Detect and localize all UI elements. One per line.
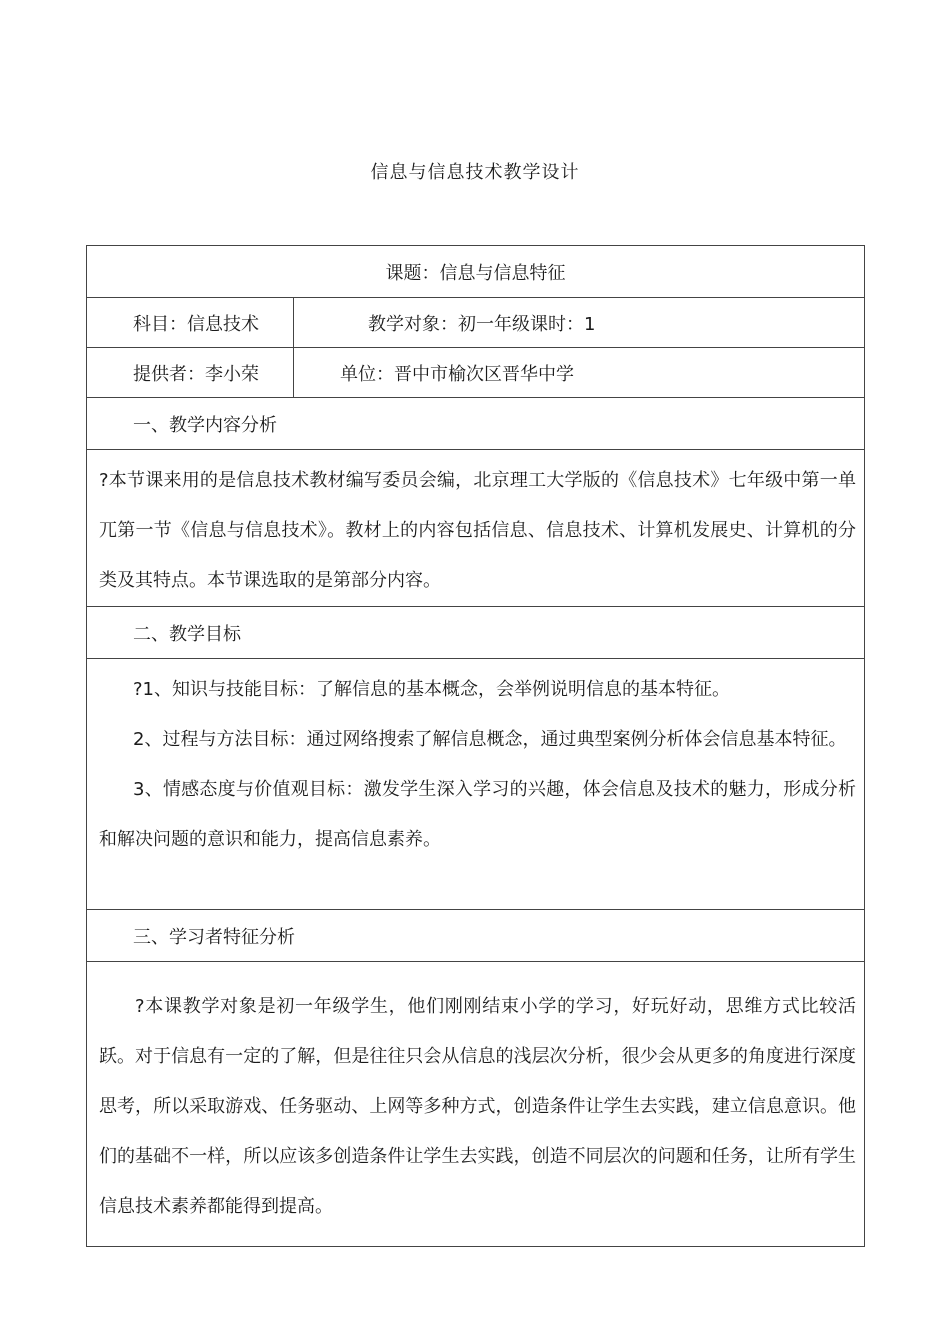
- unit-cell: 单位：晋中市榆次区晋华中学: [294, 348, 865, 398]
- subject-row: [87, 298, 865, 348]
- section-heading: 一、教学内容分析: [87, 398, 865, 450]
- section2-heading-row: [87, 607, 865, 659]
- lesson-plan-table: [86, 245, 865, 1247]
- section-heading: 二、教学目标: [87, 607, 865, 659]
- section3-heading-row: [87, 910, 865, 962]
- section1-paragraph: ?本节课来用的是信息技术教材编写委员会编，北京理工大学版的《信息技术》七年级中第一单兀第一节《信息与信息技术》。教材上的内容包括信息、信息技术、计算机发展史、计算机的分类及其特点。本节课选取的是第部分内容。: [99, 470, 856, 591]
- section3-body-row: [87, 962, 865, 1247]
- subject-cell: 科目：信息技术: [87, 298, 294, 348]
- goal-attitude: 3、情感态度与价值观目标：激发学生深入学习的兴趣，体会信息及技术的魅力，形成分析和解决问题的意识和能力，提高信息素养。: [99, 779, 856, 850]
- section-heading: 三、学习者特征分析: [87, 910, 865, 962]
- provider-cell: 提供者：李小荣: [87, 348, 294, 398]
- topic-row: [87, 246, 865, 298]
- audience-hours-cell: 教学对象：初一年级课时：1: [294, 298, 865, 348]
- document-title: 信息与信息技术教学设计: [370, 162, 580, 183]
- section1-body-row: [87, 450, 865, 607]
- topic-cell: 课题：信息与信息特征: [87, 246, 865, 298]
- goal-knowledge: ?1、知识与技能目标：了解信息的基本概念，会举例说明信息的基本特征。: [133, 679, 731, 700]
- section2-body-row: [87, 659, 865, 910]
- provider-row: [87, 348, 865, 398]
- learner-analysis-paragraph: ?本课教学对象是初一年级学生，他们刚刚结束小学的学习，好玩好动，思维方式比较活跃。对于信息有一定的了解，但是往往只会从信息的浅层次分析，很少会从更多的角度进行深度思考，所以采取游戏、任务驱动、上网等多种方式，创造条件让学生去实践，建立信息意识。他们的基础不一样，所以应该多创造条件让学生去实践，创造不同层次的问题和任务，让所有学生信息技术素养都能得到提高。: [99, 996, 856, 1217]
- section1-heading-row: [87, 398, 865, 450]
- goal-process: 2、过程与方法目标：通过网络搜索了解信息概念，通过典型案例分析体会信息基本特征。: [133, 729, 847, 750]
